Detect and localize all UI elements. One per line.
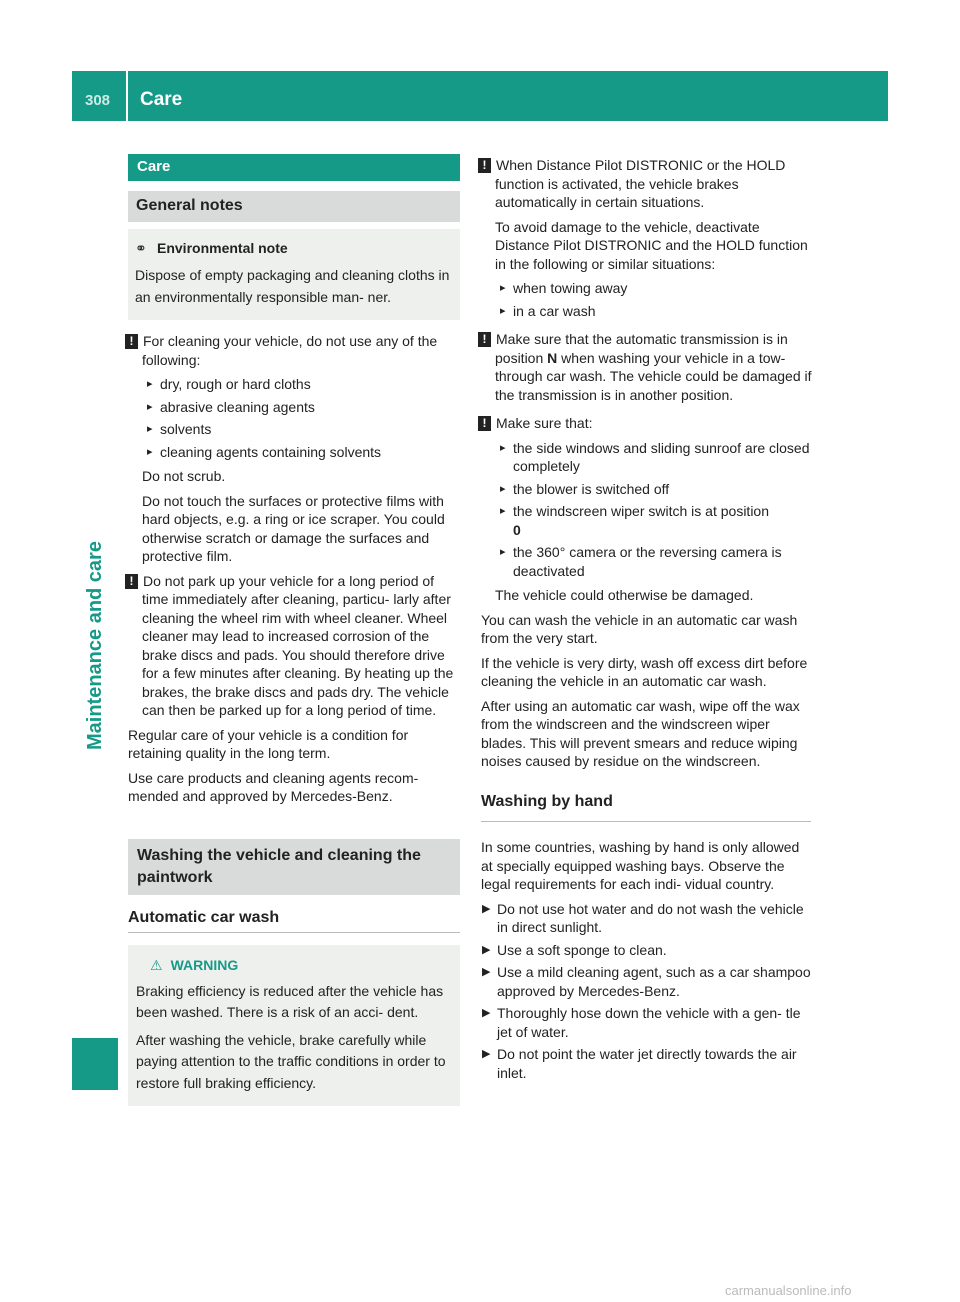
list-item: ▸ the 360° camera or the reversing camera is deactivated xyxy=(500,544,782,579)
warning-advice: After washing the vehicle, brake carefully while paying attention to the traffic conditions in order to restore full braking efficiency. xyxy=(136,1031,446,1091)
step-item: ▶ Use a mild cleaning agent, such as a car shampoo approved by Mercedes-Benz. xyxy=(482,964,811,999)
cleaning-caution-note: ! For cleaning your vehicle, do not use any of the following: xyxy=(125,332,460,369)
list-item: ▸ dry, rough or hard cloths xyxy=(147,376,311,392)
wipe-wax-paragraph: After using an automatic car wash, wipe off the wax from the windscreen and the windscreen wiper blades. This will prevent smears and reduce wiping noises caused by residue on the windscreen. xyxy=(481,697,800,769)
arrow-icon: ▶ xyxy=(482,943,491,956)
lightbulb-icon: ⚭ xyxy=(135,239,147,256)
list-item: ▸ in a car wash xyxy=(500,302,596,319)
washing-by-hand-paragraph: In some countries, washing by hand is only allowed at specially equipped washing bays. Observe the legal requirements for each indi- vidual country. xyxy=(481,839,800,892)
exclamation-icon: ! xyxy=(478,332,491,347)
arrow-icon: ▶ xyxy=(482,1048,491,1060)
list-item: ▸ the blower is switched off xyxy=(500,480,670,497)
warning-box xyxy=(128,945,460,1106)
washing-steps-list xyxy=(481,900,813,1083)
exclamation-icon: ! xyxy=(125,334,138,349)
dirty-vehicle-paragraph: If the vehicle is very dirty, wash off excess dirt before cleaning the vehicle in an automatic car wash. xyxy=(481,654,808,689)
environmental-note-text: Dispose of empty packaging and cleaning cloths in an environmentally responsible man- ner. xyxy=(135,267,450,305)
distronic-deactivate-text: To avoid damage to the vehicle, deactivate Distance Pilot DISTRONIC and the HOLD function in the following or similar situations: xyxy=(495,218,808,272)
list-item: ▸ cleaning agents containing solvents xyxy=(147,443,382,460)
car-wash-start-paragraph: You can wash the vehicle in an automatic car wash from the very start. xyxy=(481,611,798,646)
list-item: ▸ abrasive cleaning agents xyxy=(147,398,315,415)
regular-care-paragraph: Regular care of your vehicle is a condition for retaining quality in the long term. xyxy=(128,726,409,761)
general-notes-heading: General notes xyxy=(128,191,460,222)
list-item: ▸ the windscreen wiper switch is at position 0 xyxy=(500,503,770,538)
exclamation-icon: ! xyxy=(478,158,491,173)
exclamation-icon: ! xyxy=(478,416,491,431)
section-tab-label: Maintenance and care xyxy=(84,541,106,750)
environmental-note-box xyxy=(128,229,460,321)
page-number: 308 xyxy=(85,92,111,109)
warning-triangle-icon: ⚠ xyxy=(150,957,163,973)
care-products-paragraph: Use care products and cleaning agents recom- mended and approved by Mercedes-Benz. xyxy=(128,769,419,804)
arrow-icon: ▶ xyxy=(482,1007,491,1019)
damage-warning-text: The vehicle could otherwise be damaged. xyxy=(495,587,754,603)
watermark[interactable]: carmanualsonline.info xyxy=(725,1283,852,1298)
environmental-note-title: ⚭ Environmental note xyxy=(135,239,288,256)
list-item: ▸ solvents xyxy=(147,421,212,437)
right-column xyxy=(481,154,813,1086)
parking-caution-note: ! Do not park up your vehicle for a long period of time immediately after cleaning, particu- larly after cleaning the wheel rim with wheel cleaner. Wheel cleaner may lead to increased corrosion of the brake discs and pads. You should therefore drive for a few minutes after cleaning. By heating up the brakes, the brake discs and pads dry. The vehicle can then be parked up for a long period of time. xyxy=(125,572,460,720)
care-section-bar: Care xyxy=(128,154,460,181)
distronic-caution-note: ! When Distance Pilot DISTRONIC or the HOLD function is activated, the vehicle brakes automatically in certain situations. xyxy=(478,156,813,212)
warning-title: ⚠ WARNING xyxy=(150,957,239,973)
automatic-car-wash-heading: Automatic car wash xyxy=(128,909,460,934)
exclamation-icon: ! xyxy=(125,574,138,589)
header-divider xyxy=(126,71,128,121)
page-header-bar xyxy=(72,71,888,121)
step-item: ▶ Use a soft sponge to clean. xyxy=(482,941,667,958)
list-item: ▸ the side windows and sliding sunroof are closed completely xyxy=(500,439,810,474)
list-item: ▸ when towing away xyxy=(500,280,628,296)
warning-text: Braking efficiency is reduced after the vehicle has been washed. There is a risk of an acci- dent. xyxy=(136,982,444,1020)
step-item: ▶ Do not point the water jet directly towards the air inlet. xyxy=(482,1046,797,1081)
left-column xyxy=(128,154,460,1106)
arrow-icon: ▶ xyxy=(482,966,491,978)
step-item: ▶ Thoroughly hose down the vehicle with a gen- tle jet of water. xyxy=(482,1005,801,1040)
washing-by-hand-heading: Washing by hand xyxy=(481,793,811,823)
no-scrub-text: Do not scrub. xyxy=(142,468,226,484)
distronic-situations-list xyxy=(481,279,813,320)
surface-protection-text: Do not touch the surfaces or protective films with hard objects, e.g. a ring or ice scraper. You could otherwise scratch or damage the surfaces and protective film. xyxy=(142,492,445,564)
make-sure-list xyxy=(481,439,813,581)
make-sure-note: ! Make sure that: xyxy=(478,414,813,433)
transmission-caution-note: ! Make sure that the automatic transmission is in position N when washing your vehicle in a tow-through car wash. The vehicle could be damaged if the transmission is in another position. xyxy=(478,330,813,404)
arrow-icon: ▶ xyxy=(482,902,491,915)
step-item: ▶ Do not use hot water and do not wash the vehicle in direct sunlight. xyxy=(482,900,804,935)
washing-section-heading: Washing the vehicle and cleaning the paintwork xyxy=(128,839,460,895)
page-title: Care xyxy=(140,89,183,110)
cleaning-forbidden-list xyxy=(128,375,460,461)
section-tab-marker xyxy=(72,1038,118,1090)
